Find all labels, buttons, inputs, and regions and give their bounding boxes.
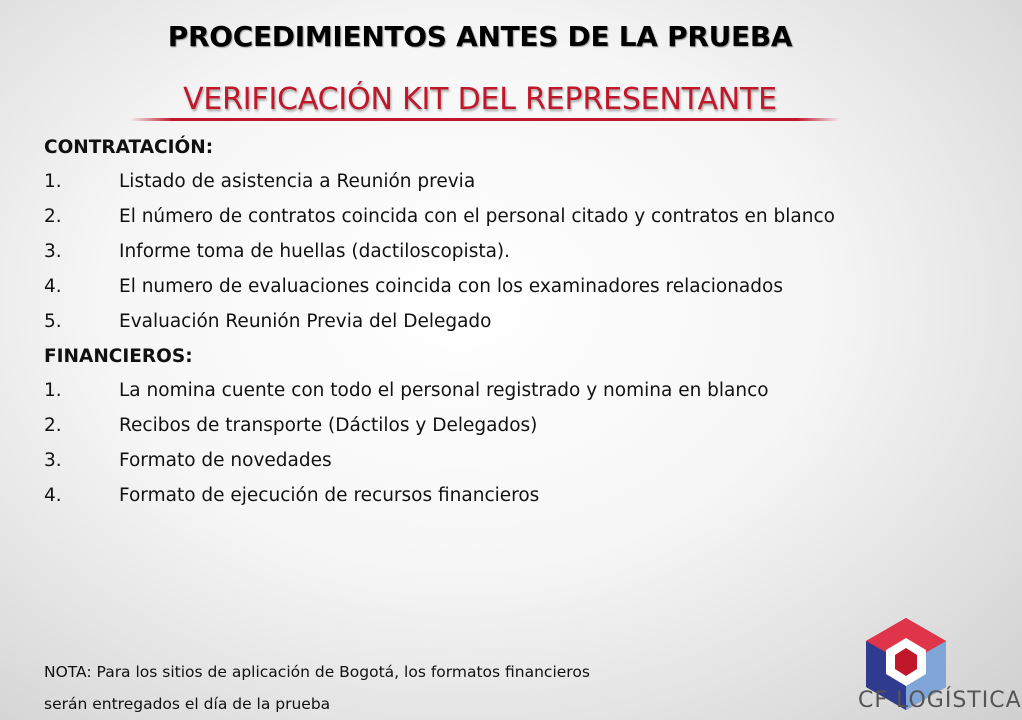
section-heading-financieros: FINANCIEROS: xyxy=(44,346,193,367)
note-line-2: serán entregados el día de la prueba xyxy=(44,695,331,713)
slide-content xyxy=(44,131,886,520)
list-item xyxy=(44,241,886,263)
section-heading-contratacion: CONTRATACIÓN: xyxy=(44,137,214,158)
list-number: 3. xyxy=(44,450,62,471)
list-number: 2. xyxy=(44,415,62,436)
slide-subtitle: VERIFICACIÓN KIT DEL REPRESENTANTE xyxy=(183,82,777,117)
note-line-1: NOTA: Para los sitios de aplicación de Bogotá, los formatos financieros xyxy=(44,663,590,681)
note xyxy=(44,656,804,720)
list-item xyxy=(44,276,886,298)
subtitle-underline xyxy=(130,118,840,121)
slide-title: PROCEDIMIENTOS ANTES DE LA PRUEBA xyxy=(167,20,793,53)
list-item xyxy=(44,311,886,333)
list-number: 5. xyxy=(44,311,62,332)
list-item xyxy=(44,415,886,437)
list-text: Evaluación Reunión Previa del Delegado xyxy=(119,311,492,332)
list-number: 1. xyxy=(44,380,62,401)
list-item xyxy=(44,206,886,228)
list-text: Informe toma de huellas (dactiloscopista). xyxy=(119,241,511,262)
list-item xyxy=(44,485,886,507)
list-item xyxy=(44,380,886,402)
list-text: El número de contratos coincida con el personal citado y contratos en blanco xyxy=(119,206,835,227)
list-number: 1. xyxy=(44,171,62,192)
list-text: La nomina cuente con todo el personal registrado y nomina en blanco xyxy=(119,380,769,401)
list-number: 2. xyxy=(44,206,62,227)
list-number: 4. xyxy=(44,276,62,297)
list-text: Recibos de transporte (Dáctilos y Delegados) xyxy=(119,415,538,436)
list-number: 3. xyxy=(44,241,62,262)
list-text: Listado de asistencia a Reunión previa xyxy=(119,171,476,192)
list-text: El numero de evaluaciones coincida con los examinadores relacionados xyxy=(119,276,783,297)
list-text: Formato de novedades xyxy=(119,450,332,471)
logo-text: CF LOGÍSTICA xyxy=(858,688,1022,713)
list-number: 4. xyxy=(44,485,62,506)
list-text: Formato de ejecución de recursos financieros xyxy=(119,485,540,506)
list-item xyxy=(44,171,886,193)
list-item xyxy=(44,450,886,472)
